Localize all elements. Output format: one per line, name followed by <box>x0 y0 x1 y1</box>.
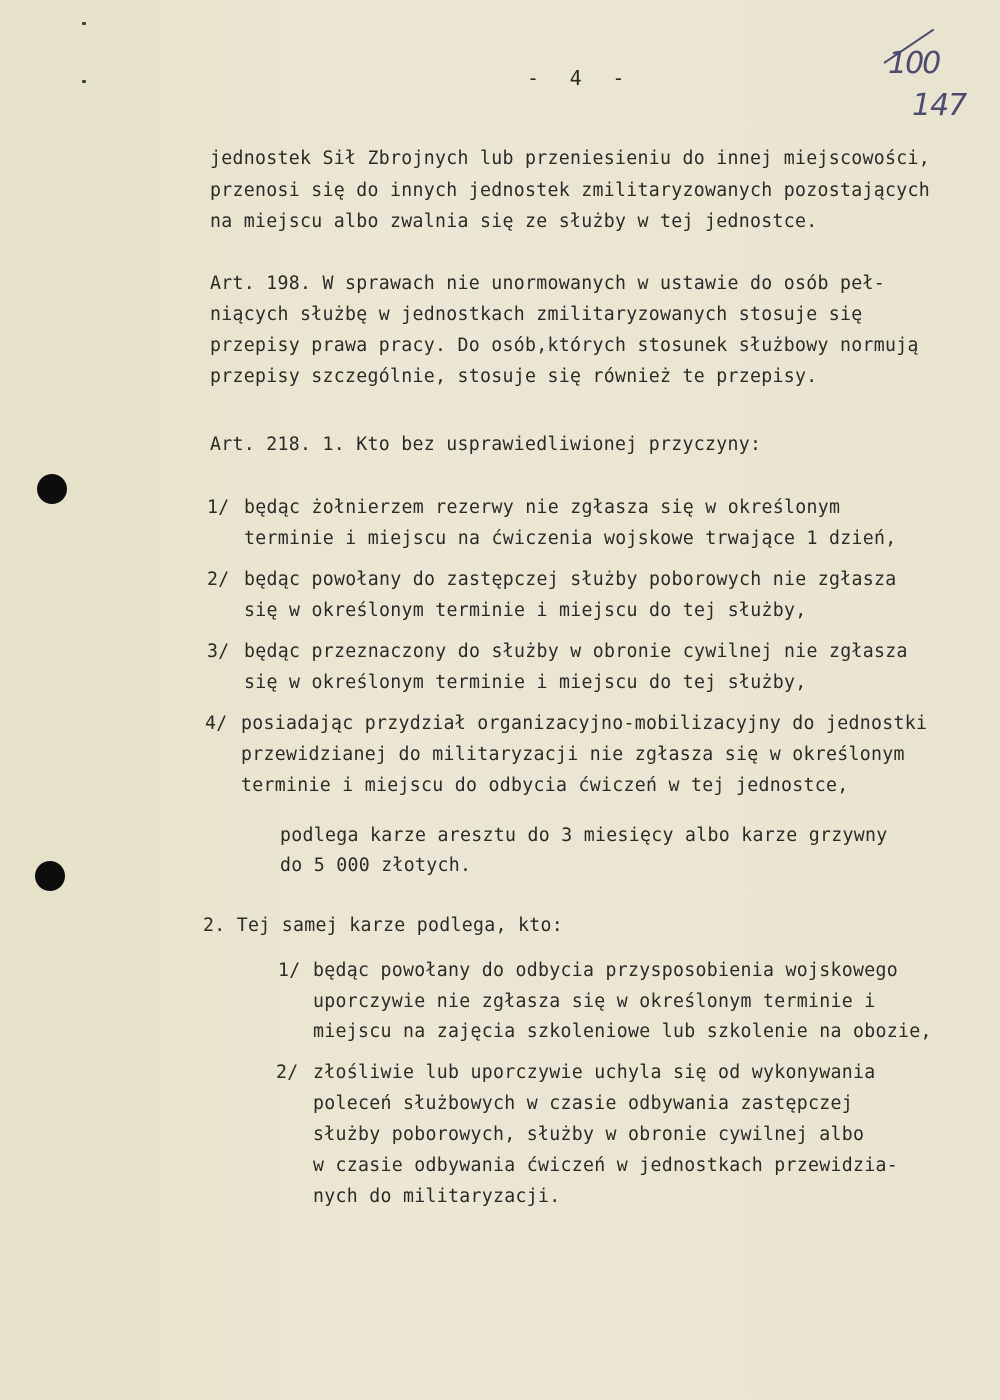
article-218-heading: Art. 218. 1. Kto bez usprawiedliwionej przyczyny: <box>210 434 762 455</box>
ink-speck <box>82 80 86 83</box>
list-item-line: przewidzianej do militaryzacji nie zgłasza się w określonym <box>241 744 905 765</box>
text-line: na miejscu albo zwalnia się ze służby w tej jednostce. <box>210 211 818 232</box>
list-marker: 2/ <box>207 569 230 590</box>
list-marker: 3/ <box>207 641 230 662</box>
article-198-line: Art. 198. W sprawach nie unormowanych w ustawie do osób peł- <box>210 273 885 294</box>
list-item-line: posiadając przydział organizacyjno-mobilizacyjny do jednostki <box>241 713 928 734</box>
list-item-line: służby poborowych, służby w obronie cywilnej albo <box>313 1124 865 1145</box>
list-item-line: będąc przeznaczony do służby w obronie cywilnej nie zgłasza <box>244 641 908 662</box>
list-item-line: w czasie odbywania ćwiczeń w jednostkach przewidzia- <box>313 1155 898 1176</box>
list-item-line: się w określonym terminie i miejscu do tej służby, <box>244 672 807 693</box>
punch-hole-icon <box>37 474 67 504</box>
list-marker: 1/ <box>207 497 230 518</box>
penalty-line: podlega karze aresztu do 3 miesięcy albo karze grzywny <box>280 825 888 846</box>
text-line: przenosi się do innych jednostek zmilitaryzowanych pozostających <box>210 180 930 201</box>
list-item-line: będąc powołany do zastępczej służby poborowych nie zgłasza <box>244 569 897 590</box>
list-marker: 1/ <box>278 960 301 981</box>
article-198-line: niących służbę w jednostkach zmilitaryzowanych stosuje się <box>210 304 863 325</box>
ink-speck <box>82 22 86 25</box>
section-2-heading: 2. Tej samej karze podlega, kto: <box>203 915 563 936</box>
list-item-line: terminie i miejscu na ćwiczenia wojskowe trwające 1 dzień, <box>244 528 897 549</box>
list-item-line: będąc żołnierzem rezerwy nie zgłasza się w określonym <box>244 497 841 518</box>
list-marker: 4/ <box>205 713 228 734</box>
list-item-line: miejscu na zajęcia szkoleniowe lub szkolenie na obozie, <box>313 1021 932 1042</box>
handwritten-folio-new: 147 <box>912 88 967 123</box>
list-item-line: terminie i miejscu do odbycia ćwiczeń w tej jednostce, <box>241 775 849 796</box>
list-item-line: uporczywie nie zgłasza się w określonym terminie i <box>313 991 876 1012</box>
text-line: jednostek Sił Zbrojnych lub przeniesieniu do innej miejscowości, <box>210 148 930 169</box>
penalty-line: do 5 000 złotych. <box>280 855 472 876</box>
page-number: - 4 - <box>527 66 625 90</box>
article-198-line: przepisy szczególnie, stosuje się również te przepisy. <box>210 366 818 387</box>
list-item-line: poleceń służbowych w czasie odbywania zastępczej <box>313 1093 853 1114</box>
list-item-line: złośliwie lub uporczywie uchyla się od wykonywania <box>313 1062 876 1083</box>
list-marker: 2/ <box>276 1062 299 1083</box>
list-item-line: będąc powołany do odbycia przysposobienia wojskowego <box>313 960 898 981</box>
handwritten-folio-old: 100 <box>888 46 940 81</box>
list-item-line: się w określonym terminie i miejscu do tej służby, <box>244 600 807 621</box>
article-198-line: przepisy prawa pracy. Do osób,których stosunek służbowy normują <box>210 335 919 356</box>
list-item-line: nych do militaryzacji. <box>313 1186 561 1207</box>
punch-hole-icon <box>35 861 65 891</box>
